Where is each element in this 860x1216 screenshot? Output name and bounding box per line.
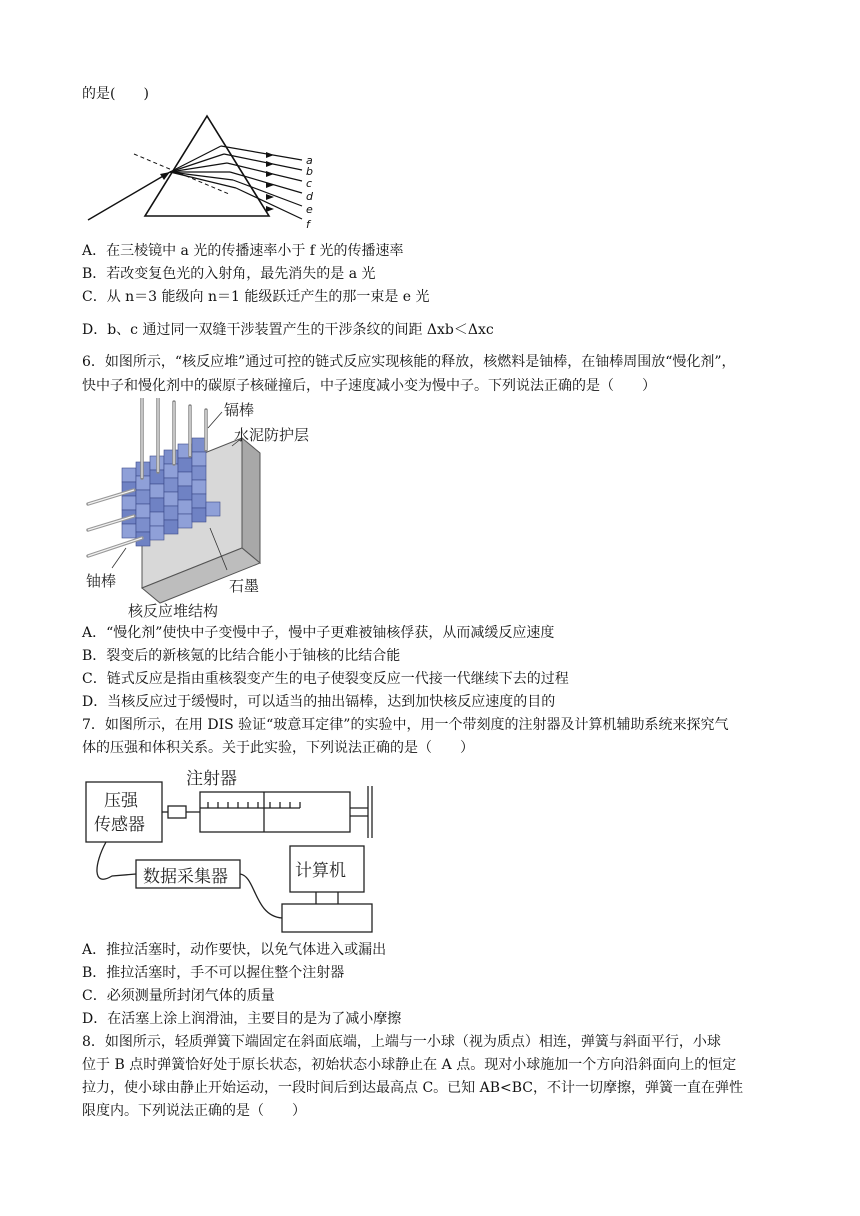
q7-stem-line2: 体的压强和体积关系。关于此实验，下列说法正确的是（ ） xyxy=(82,740,474,756)
q6-option-c: C．链式反应是指由重核裂变产生的电子使裂变反应一代接一代继续下去的过程 xyxy=(82,671,569,687)
label-cadmium-rod: 镉棒 xyxy=(224,401,255,419)
q8-stem-line1: 8．如图所示，轻质弹簧下端固定在斜面底端，上端与一小球（视为质点）相连，弹簧与斜面平行，小球 xyxy=(82,1034,721,1050)
q7-option-a: A．推拉活塞时，动作要快，以免气体进入或漏出 xyxy=(82,942,387,958)
ray-label-b: b xyxy=(306,165,313,178)
label-sensor-line1: 压强 xyxy=(104,791,138,811)
q8-stem-line2: 位于 B 点时弹簧恰好处于原长状态，初始状态小球静止在 A 点。现对小球施加一个方向沿斜面向上的恒定 xyxy=(82,1057,737,1073)
ray-label-c: c xyxy=(306,177,313,190)
q7-option-b: B．推拉活塞时，手不可以握住整个注射器 xyxy=(82,965,345,981)
ray-label-e: e xyxy=(306,203,313,216)
q5-option-d: D．b、c 通过同一双缝干涉装置产生的干涉条纹的间距 Δxb＜Δxc xyxy=(82,322,494,338)
q6-option-a: A．“慢化剂”使快中子变慢中子，慢中子更难被铀核俘获，从而减缓反应速度 xyxy=(82,625,555,641)
q6-stem-line2: 快中子和慢化剂中的碳原子核碰撞后，中子速度减小变为慢中子。下列说法正确的是（ ） xyxy=(82,378,656,394)
q5-option-a: A．在三棱镜中 a 光的传播速率小于 f 光的传播速率 xyxy=(82,243,404,259)
q6-option-d: D．当核反应过于缓慢时，可以适当的抽出镉棒，达到加快核反应速度的目的 xyxy=(82,694,556,710)
label-sensor-line2: 传感器 xyxy=(94,815,145,835)
q5-stem-tail: 的是( ) xyxy=(82,86,149,102)
q7-option-c: C．必须测量所封闭气体的质量 xyxy=(82,988,275,1004)
prism-figure xyxy=(84,112,324,236)
ray-label-a: a xyxy=(306,154,313,167)
q6-option-b: B．裂变后的新核氪的比结合能小于铀核的比结合能 xyxy=(82,648,401,664)
reactor-caption: 核反应堆结构 xyxy=(128,602,219,620)
q7-option-d: D．在活塞上涂上润滑油，主要目的是为了减小摩擦 xyxy=(82,1011,402,1027)
q7-stem-line1: 7．如图所示，在用 DIS 验证“玻意耳定律”的实验中，用一个带刻度的注射器及计算机辅助系统来探究气 xyxy=(82,717,729,733)
label-uranium-rod: 铀棒 xyxy=(86,572,117,590)
q5-option-c: C．从 n＝3 能级向 n＝1 能级跃迁产生的那一束是 e 光 xyxy=(82,289,430,305)
label-cement-layer: 水泥防护层 xyxy=(234,426,310,444)
label-data-collector: 数据采集器 xyxy=(143,867,228,887)
q5-option-b: B．若改变复色光的入射角，最先消失的是 a 光 xyxy=(82,266,376,282)
label-computer: 计算机 xyxy=(295,861,346,881)
ray-label-d: d xyxy=(306,190,313,203)
ray-label-f: f xyxy=(306,218,310,231)
q8-stem-line3: 拉力，使小球由静止开始运动，一段时间后到达最高点 C。已知 AB<BC，不计一切摩擦，弹簧一直在弹性 xyxy=(82,1080,743,1096)
q8-stem-line4: 限度内。下列说法正确的是（ ） xyxy=(82,1103,306,1119)
label-graphite: 石墨 xyxy=(229,577,260,595)
q6-stem-line1: 6．如图所示，“核反应堆”通过可控的链式反应实现核能的释放，核燃料是铀棒，在铀棒周围放“慢化剂”， xyxy=(82,354,736,370)
label-syringe: 注射器 xyxy=(186,769,237,789)
